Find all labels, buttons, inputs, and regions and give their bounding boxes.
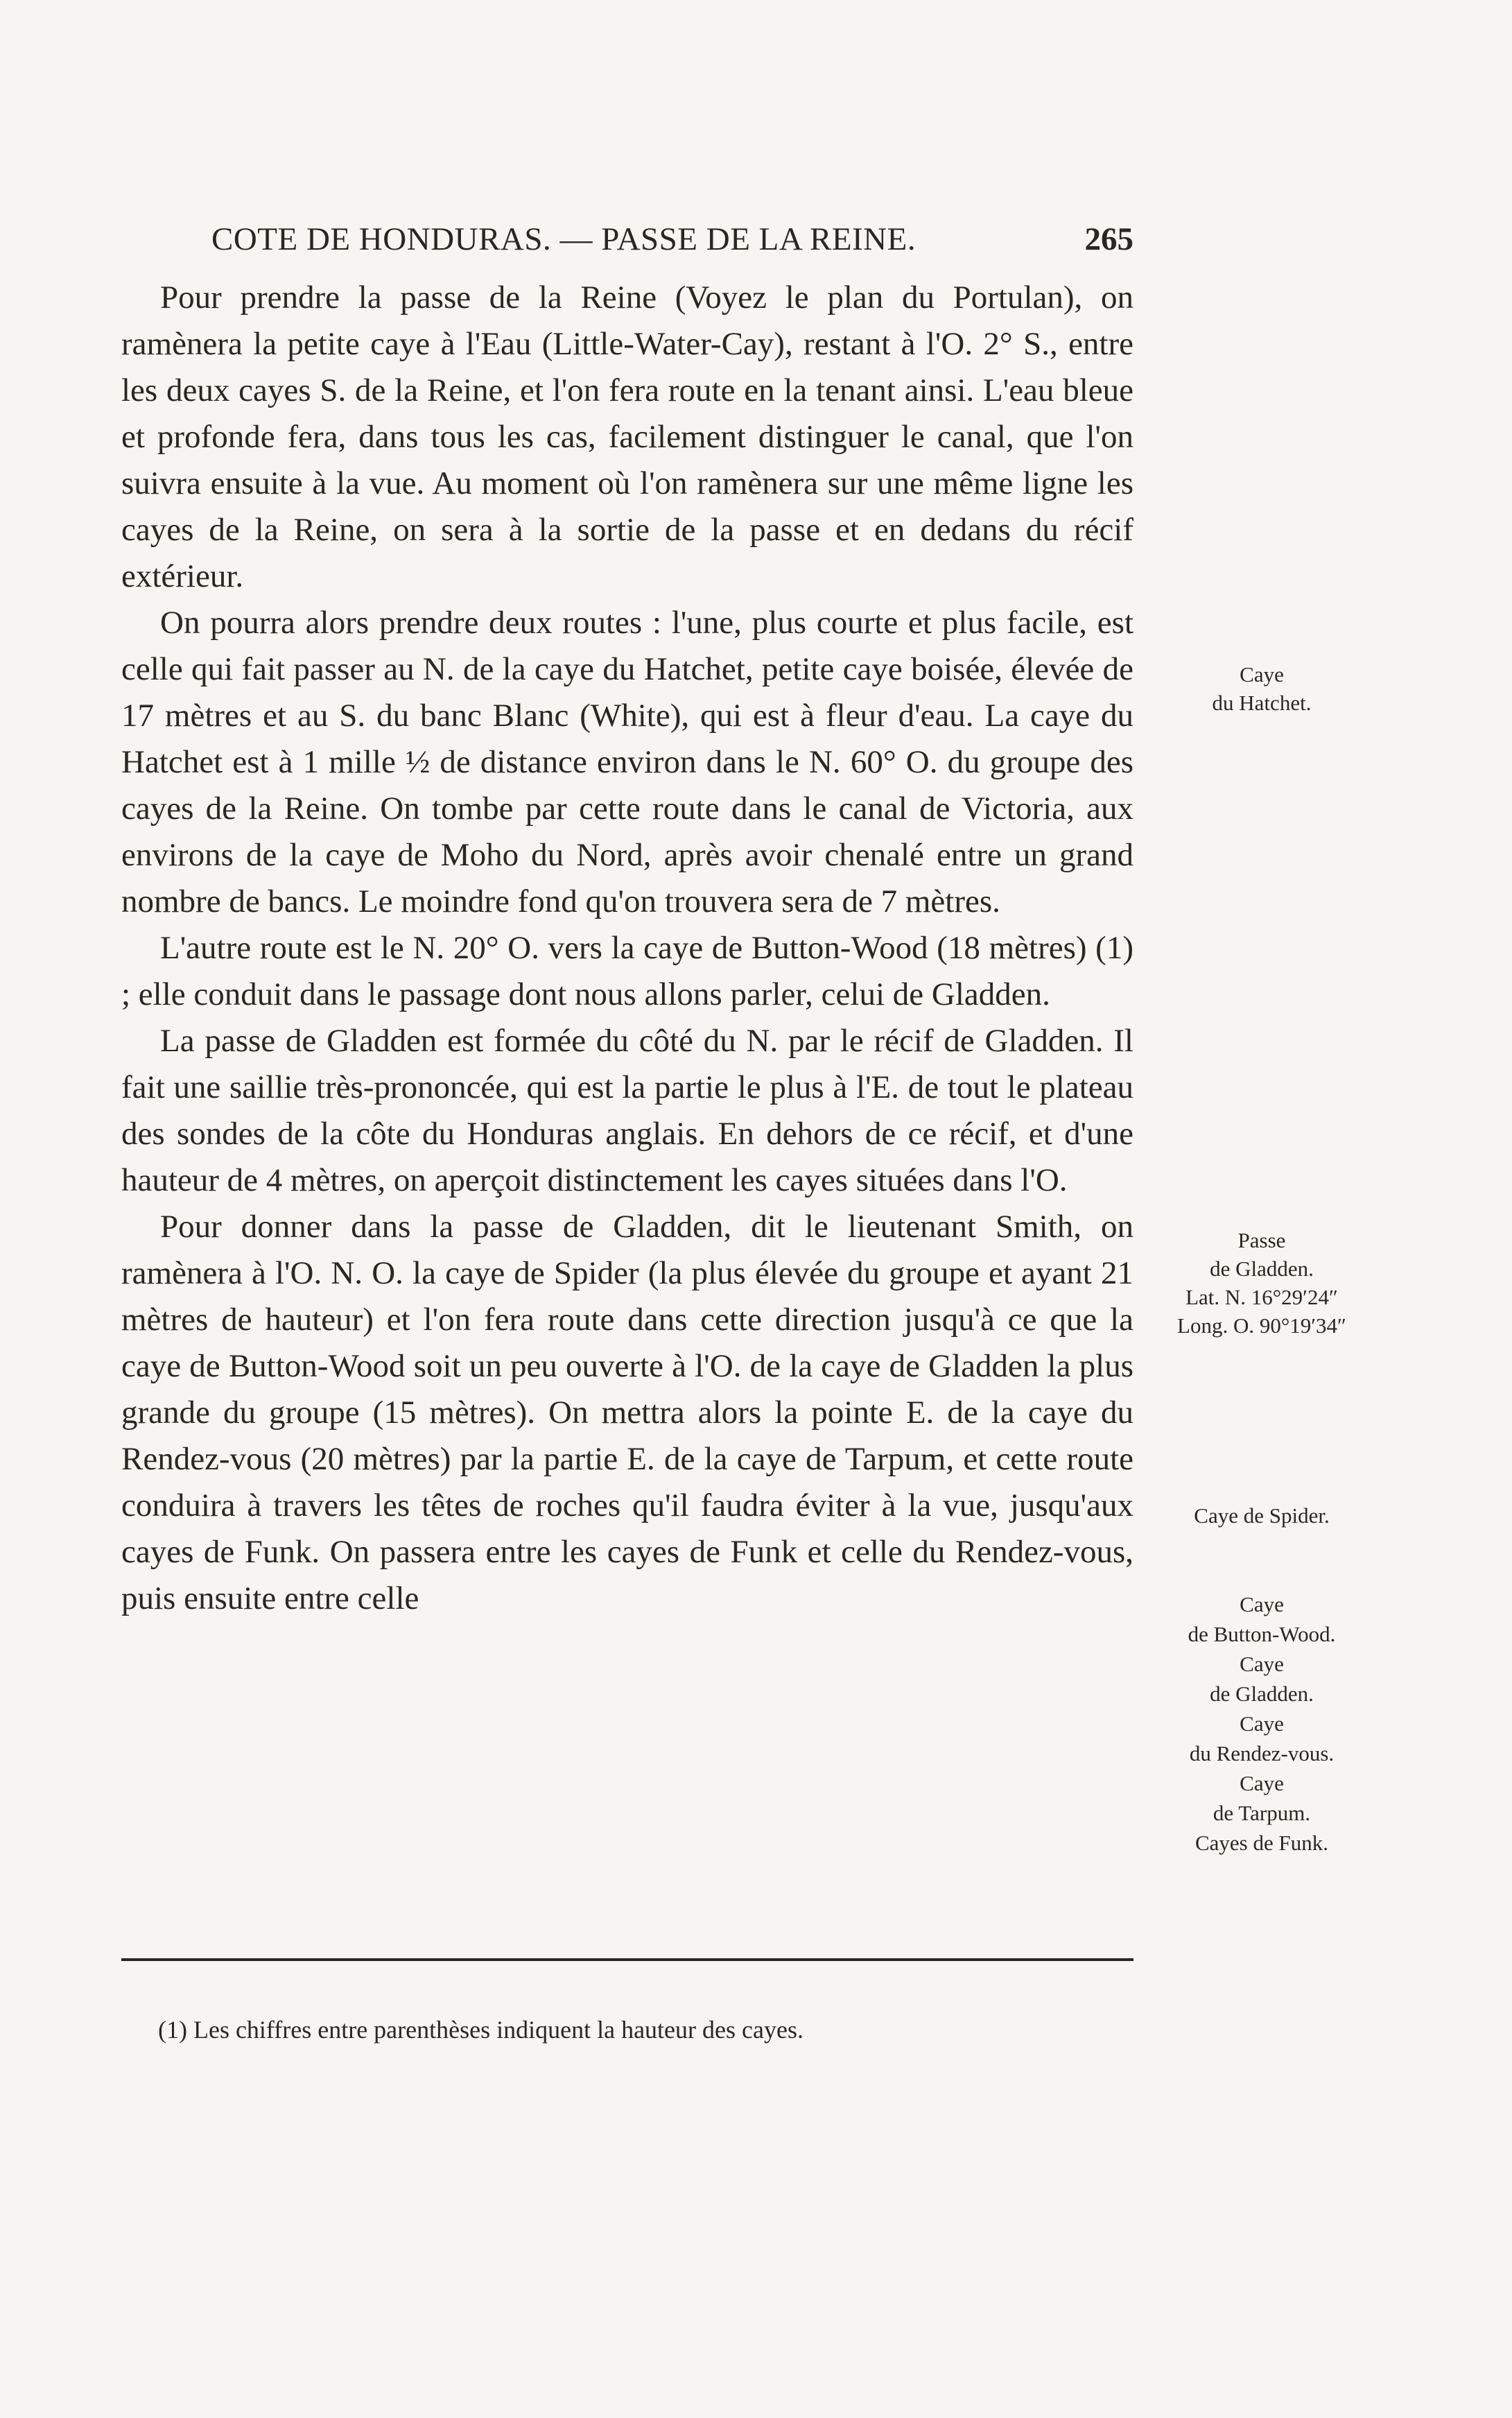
margin-line: Caye [1240,1711,1284,1736]
paragraph: La passe de Gladden est formée du côté du N. par le récif de Gladden. Il fait une saillie très-prononcée, qui est la partie le plus à l'E. de tout le plateau des sondes de la côte du Honduras anglais. En dehors de ce récif, et d'une hauteur de 4 mètres, on aperçoit distinctement les cayes situées dans l'O. [121,1023,1133,1198]
margin-line: de Gladden. [1210,1257,1314,1281]
body-text [121,275,1133,1622]
margin-line: Caye [1240,662,1284,686]
margin-line: du Rendez-vous. [1189,1741,1335,1765]
margin-line: Lat. N. 16°29′24″ [1185,1285,1338,1309]
margin-line: Cayes de Funk. [1194,1831,1328,1855]
margin-line: Caye [1240,1592,1284,1616]
margin-line: Long. O. 90°19′34″ [1177,1313,1346,1338]
margin-note-gladden [1151,1226,1373,1340]
margin-note-cayes [1151,1589,1373,1858]
footnote: (1) Les chiffres entre parenthèses indiquent la hauteur des cayes. [158,2016,803,2044]
paragraph: L'autre route est le N. 20° O. vers la caye de Button-Wood (18 mètres) (1) ; elle conduit dans le passage dont nous allons parler, celui de Gladden. [121,930,1133,1012]
margin-line: de Button-Wood. [1188,1622,1336,1646]
page-number: 265 [1084,221,1133,257]
running-title: COTE DE HONDURAS. — PASSE DE LA REINE. [211,221,916,257]
footnote-rule [121,1958,1133,1961]
paragraph: Pour prendre la passe de la Reine (Voyez le plan du Portulan), on ramènera la petite caye à l'Eau (Little-Water-Cay), restant à l'O. 2° S., entre les deux cayes S. de la Reine, et l'on fera route en la tenant ainsi. L'eau bleue et profonde fera, dans tous les cas, facilement distinguer le canal, que l'on suivra ensuite à la vue. Au moment où l'on ramènera sur une même ligne les cayes de la Reine, on sera à la sortie de la passe et en dedans du récif extérieur. [121,279,1133,594]
margin-line: Passe [1237,1228,1286,1252]
margin-note-spider [1151,1501,1373,1530]
page-header [121,221,1133,262]
margin-line: de Gladden. [1210,1682,1314,1706]
margin-line: Caye de Spider. [1194,1503,1330,1528]
paragraph: Pour donner dans la passe de Gladden, dit le lieutenant Smith, on ramènera à l'O. N. O. la caye de Spider (la plus élevée du groupe et ayant 21 mètres de hauteur) et l'on fera route dans cette direction jusqu'à ce que la caye de Button-Wood soit un peu ouverte à l'O. de la caye de Gladden la plus grande du groupe (15 mètres). On mettra alors la pointe E. de la caye du Rendez-vous (20 mètres) par la partie E. de la caye de Tarpum, et cette route conduira à travers les têtes de roches qu'il faudra éviter à la vue, jusqu'aux cayes de Funk. On passera entre les cayes de Funk et celle du Rendez-vous, puis ensuite entre celle [121,1209,1133,1616]
paragraph: On pourra alors prendre deux routes : l'une, plus courte et plus facile, est celle qui fait passer au N. de la caye du Hatchet, petite caye boisée, élevée de 17 mètres et au S. du banc Blanc (White), qui est à fleur d'eau. La caye du Hatchet est à 1 mille ½ de distance environ dans le N. 60° O. du groupe des cayes de la Reine. On tombe par cette route dans le canal de Victoria, aux environs de la caye de Moho du Nord, après avoir chenalé entre un grand nombre de bancs. Le moindre fond qu'on trouvera sera de 7 mètres. [121,605,1133,919]
margin-line: Caye [1240,1771,1284,1795]
margin-line: de Tarpum. [1213,1801,1311,1825]
margin-line: du Hatchet. [1212,691,1312,715]
margin-note-hatchet [1151,660,1373,717]
margin-line: Caye [1240,1652,1284,1676]
